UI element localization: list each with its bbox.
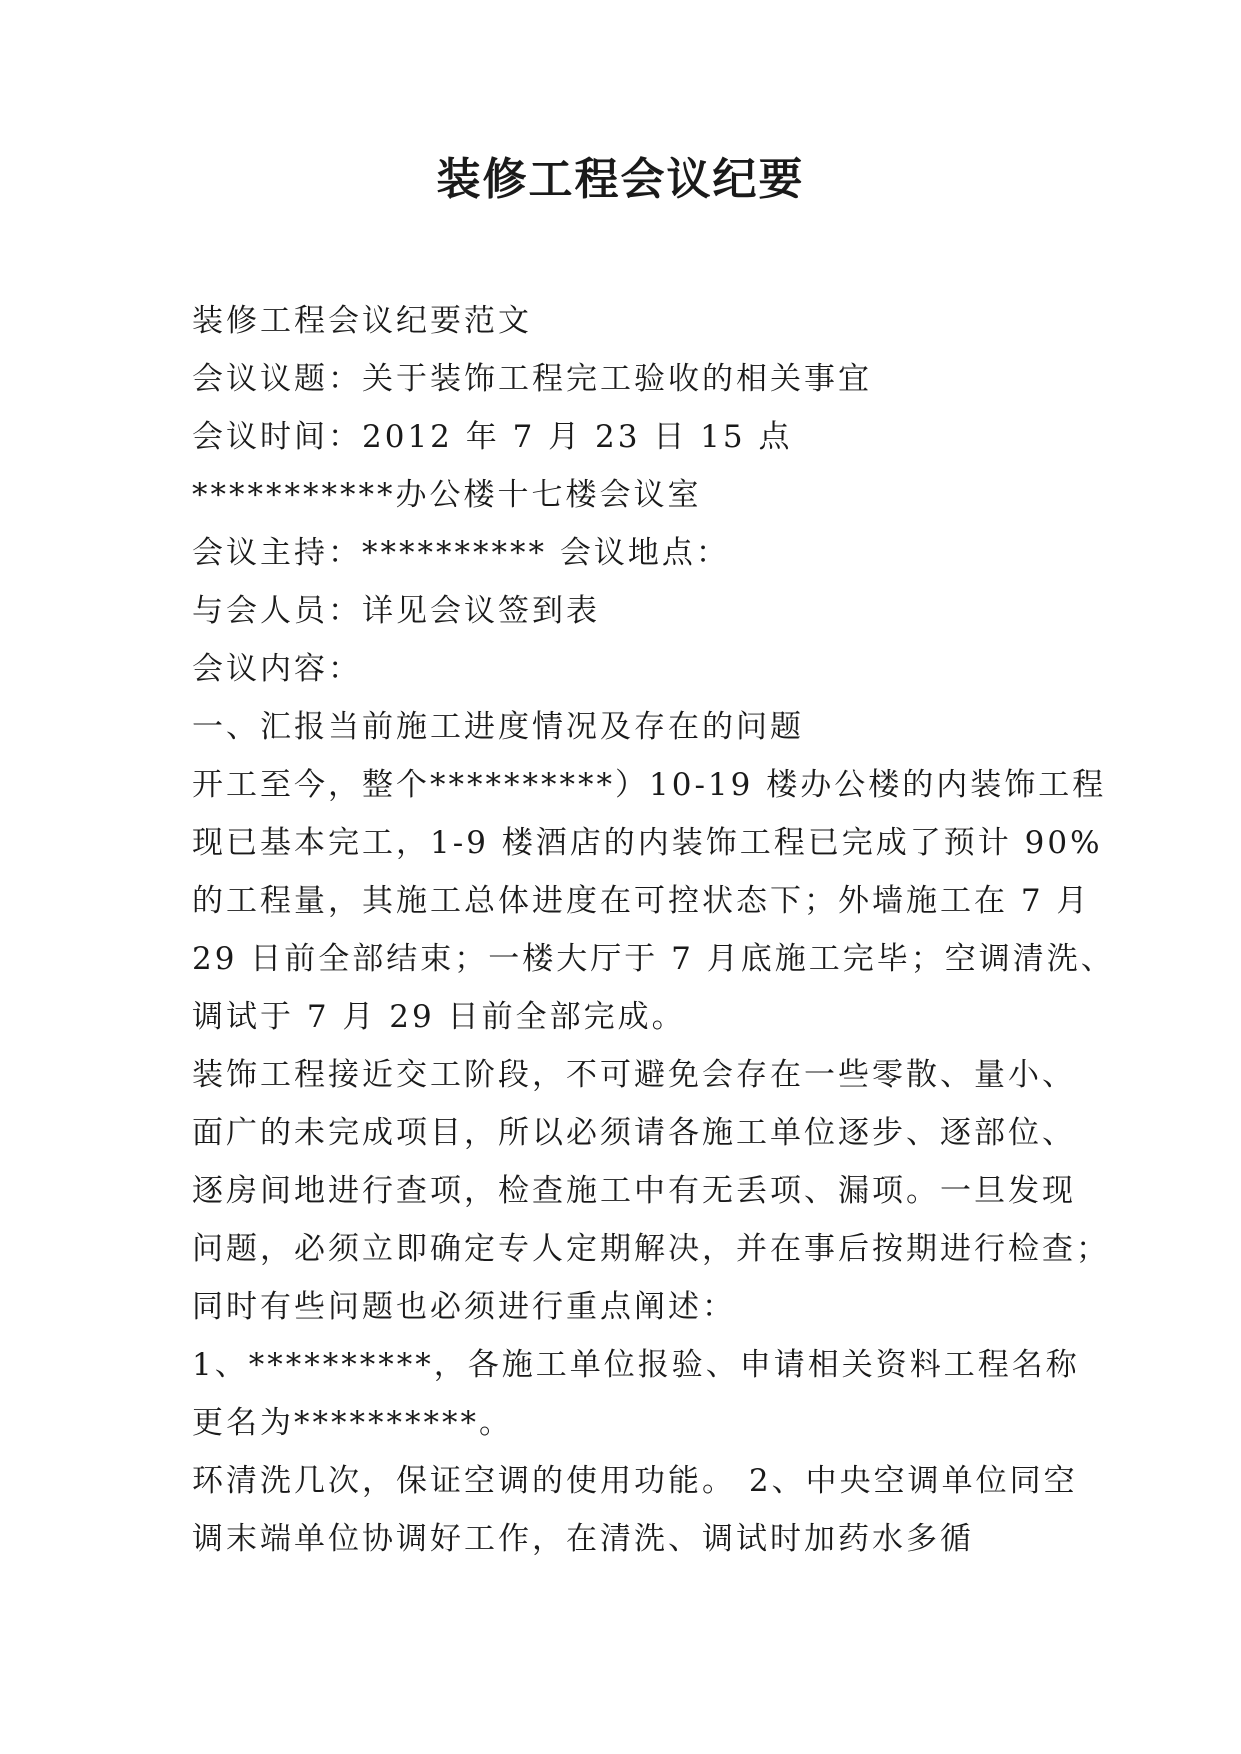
paragraph-line: 装修工程会议纪要范文 [192,303,532,339]
paragraph-line: 的工程量，其施工总体进度在可控状态下；外墙施工在 7 月 [192,883,1091,919]
document-title: 装修工程会议纪要 [436,154,805,205]
paragraph-line: 现已基本完工，1-9 楼酒店的内装饰工程已完成了预计 90% [192,825,1103,861]
paragraph-line: 与会人员：详见会议签到表 [192,593,600,629]
paragraph-line: 调试于 7 月 29 日前全部完成。 [192,999,686,1035]
paragraph-line: ***********办公楼十七楼会议室 [192,477,702,513]
paragraph-line: 会议内容： [192,651,362,687]
paragraph-line: 开工至今，整个**********）10-19 楼办公楼的内装饰工程 [192,767,1107,803]
paragraph-line: 29 日前全部结束；一楼大厅于 7 月底施工完毕；空调清洗、 [192,941,1115,977]
paragraph-line: 问题，必须立即确定专人定期解决，并在事后按期进行检查； [192,1231,1110,1267]
paragraph-line: 环清洗几次，保证空调的使用功能。 2、中央空调单位同空 [192,1463,1078,1499]
paragraph-line: 装饰工程接近交工阶段，不可避免会存在一些零散、量小、 [192,1057,1076,1093]
list-item-line: 更名为**********。 [192,1405,513,1441]
paragraph-line: 会议议题：关于装饰工程完工验收的相关事宜 [192,361,872,397]
paragraph-line: 会议主持：********** 会议地点： [192,535,730,571]
section-heading: 一、汇报当前施工进度情况及存在的问题 [192,709,804,745]
paragraph-line: 同时有些问题也必须进行重点阐述： [192,1289,736,1325]
paragraph-line: 逐房间地进行查项，检查施工中有无丢项、漏项。一旦发现 [192,1173,1076,1209]
paragraph-line: 调末端单位协调好工作，在清洗、调试时加药水多循 [192,1521,974,1557]
list-item-line: 1、**********，各施工单位报验、申请相关资料工程名称 [192,1347,1080,1383]
document-body [192,292,1115,1568]
paragraph-line: 会议时间：2012 年 7 月 23 日 15 点 [192,419,793,455]
paragraph-line: 面广的未完成项目，所以必须请各施工单位逐步、逐部位、 [192,1115,1076,1151]
